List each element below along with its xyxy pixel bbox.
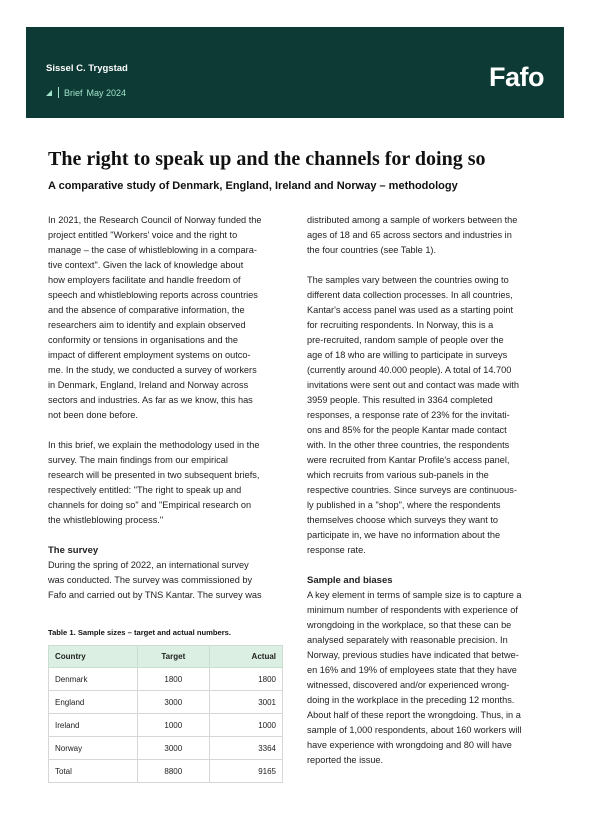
text-line: ons and 85% for the people Kantar made contact (307, 425, 507, 435)
left-paragraph-3 (48, 558, 284, 603)
column-header-country: Country (49, 646, 138, 668)
table-row (49, 691, 283, 714)
actual-cell: 1000 (209, 714, 282, 737)
text-line: witnessed, discovered and/or experienced wrong- (307, 680, 510, 690)
section-heading-sample: Sample and biases (307, 575, 393, 586)
text-line: reported the issue. (307, 755, 384, 765)
text-line: In 2021, the Research Council of Norway funded the (48, 215, 262, 225)
divider-bar (58, 87, 59, 98)
fafo-logo: Fafo (489, 62, 544, 92)
text-line: doing in the workplace in the preceding 12 months. (307, 695, 515, 705)
text-line: The samples vary between the countries owing to (307, 275, 509, 285)
text-line: pre-recruited, random sample of people over the (307, 335, 504, 345)
corner-triangle-icon (46, 90, 52, 96)
right-paragraph-3 (307, 588, 545, 768)
text-line: me. In the study, we conducted a survey of workers (48, 365, 257, 375)
paragraph-gap (307, 258, 545, 273)
text-line: research will be presented in two subsequent briefs, (48, 470, 260, 480)
table-row (49, 668, 283, 691)
actual-cell: 3001 (209, 691, 282, 714)
text-line: (currently around 40.000 people). A total of 14.700 (307, 365, 512, 375)
text-line: About half of these report the wrongdoing. Thus, in a (307, 710, 521, 720)
sample-size-table (48, 645, 283, 783)
text-line: en 16% and 19% of employees state that they have (307, 665, 517, 675)
text-line: survey. The main findings from our empirical (48, 455, 228, 465)
text-line: have experience with wrongdoing and 80 will have (307, 740, 512, 750)
text-line: age of 18 who are willing to participate in surveys (307, 350, 508, 360)
text-line: themselves choose which surveys they want to (307, 515, 498, 525)
text-line: Fafo and carried out by TNS Kantar. The survey was (48, 590, 262, 600)
table-row (49, 714, 283, 737)
text-line: invitations were sent out and contact was made with (307, 380, 519, 390)
text-line: manage – the case of whistleblowing in a compara- (48, 245, 257, 255)
text-line: response rate. (307, 545, 366, 555)
column-header-actual: Actual (209, 646, 282, 668)
column-header-target: Target (137, 646, 209, 668)
text-line: distributed among a sample of workers between the (307, 215, 518, 225)
author-name: Sissel C. Trygstad (46, 63, 128, 74)
paragraph-gap (48, 423, 284, 438)
left-paragraph-2 (48, 438, 284, 528)
page-subtitle: A comparative study of Denmark, England, Ireland and Norway – methodology (48, 180, 458, 192)
left-paragraph-1 (48, 213, 284, 423)
country-cell: Ireland (49, 714, 138, 737)
target-cell: 3000 (137, 691, 209, 714)
table-row-total (49, 760, 283, 783)
text-line: channels for doing so" and "Empirical research on (48, 500, 252, 510)
brief-line (46, 87, 126, 98)
text-line: ages of 18 and 65 across sectors and industries in (307, 230, 512, 240)
text-line: researchers aim to identify and explain observed (48, 320, 246, 330)
text-line: Norway, previous studies have indicated that betwe- (307, 650, 519, 660)
text-line: ly published in a "shop", where the respondents (307, 500, 501, 510)
text-line: Kantar's access panel was used as a starting point (307, 305, 514, 315)
target-cell: 1800 (137, 668, 209, 691)
text-line: not been done before. (48, 410, 138, 420)
text-line: A key element in terms of sample size is to capture a (307, 590, 522, 600)
right-paragraph-1 (307, 213, 545, 258)
text-line: respectively entitled: "The right to speak up and (48, 485, 242, 495)
text-line: wrongdoing in the workplace, so that these can be (307, 620, 512, 630)
text-line: sectors and industries. As far as we know, this has (48, 395, 253, 405)
text-line: tive context". Given the lack of knowledge about (48, 260, 244, 270)
section-heading-survey: The survey (48, 545, 99, 556)
text-line: with. In the other three countries, the respondents (307, 440, 510, 450)
text-line: different data collection processes. In all countries, (307, 290, 513, 300)
brief-date: May 2024 (86, 87, 127, 98)
text-line: and the absence of comparative information, the (48, 305, 245, 315)
text-line: in Denmark, England, Ireland and Norway across (48, 380, 249, 390)
text-line: conformity or tensions in organisations and the (48, 335, 238, 345)
paragraph-gap (48, 528, 284, 543)
text-line: for recruiting respondents. In Norway, this is a (307, 320, 494, 330)
text-line: participate in, we have no information about the (307, 530, 501, 540)
target-cell: 3000 (137, 737, 209, 760)
left-column (48, 213, 284, 603)
country-cell: Denmark (49, 668, 138, 691)
text-line: analysed separately with reasonable precision. In (307, 635, 508, 645)
target-cell: 1000 (137, 714, 209, 737)
text-line: were recruited from Kantar Profile's access panel, (307, 455, 510, 465)
table-caption: Table 1. Sample sizes – target and actual numbers. (48, 628, 232, 637)
text-line: which recruits from various sub-panels in the (307, 470, 489, 480)
country-cell: England (49, 691, 138, 714)
text-line: impact of different employment systems on outco- (48, 350, 251, 360)
paragraph-gap (307, 558, 545, 573)
text-line: minimum number of respondents with experience of (307, 605, 518, 615)
page-title: The right to speak up and the channels for doing so (48, 148, 486, 170)
actual-cell: 3364 (209, 737, 282, 760)
text-line: was conducted. The survey was commissioned by (48, 575, 253, 585)
text-line: how employers facilitate and handle freedom of (48, 275, 241, 285)
right-column (307, 213, 545, 768)
target-cell: 8800 (137, 760, 209, 783)
text-line: speech and whistleblowing reports across countries (48, 290, 258, 300)
table-row (49, 737, 283, 760)
table-header-row (49, 646, 283, 668)
text-line: sample of 1,000 respondents, about 160 workers will (307, 725, 522, 735)
country-cell: Norway (49, 737, 138, 760)
actual-cell: 9165 (209, 760, 282, 783)
text-line: the four countries (see Table 1). (307, 245, 437, 255)
text-line: the whistleblowing process." (48, 515, 164, 525)
header-banner (26, 27, 564, 118)
text-line: In this brief, we explain the methodology used in the (48, 440, 260, 450)
country-cell: Total (49, 760, 138, 783)
text-line: responses, a response rate of 23% for the invitati- (307, 410, 510, 420)
text-line: 3959 people. This resulted in 3364 completed (307, 395, 493, 405)
text-line: respective countries. Since surveys are continuous- (307, 485, 517, 495)
actual-cell: 1800 (209, 668, 282, 691)
text-line: During the spring of 2022, an international survey (48, 560, 249, 570)
brief-label: Brief (64, 87, 83, 98)
right-paragraph-2 (307, 273, 545, 558)
text-line: project entitled "Workers' voice and the right to (48, 230, 238, 240)
